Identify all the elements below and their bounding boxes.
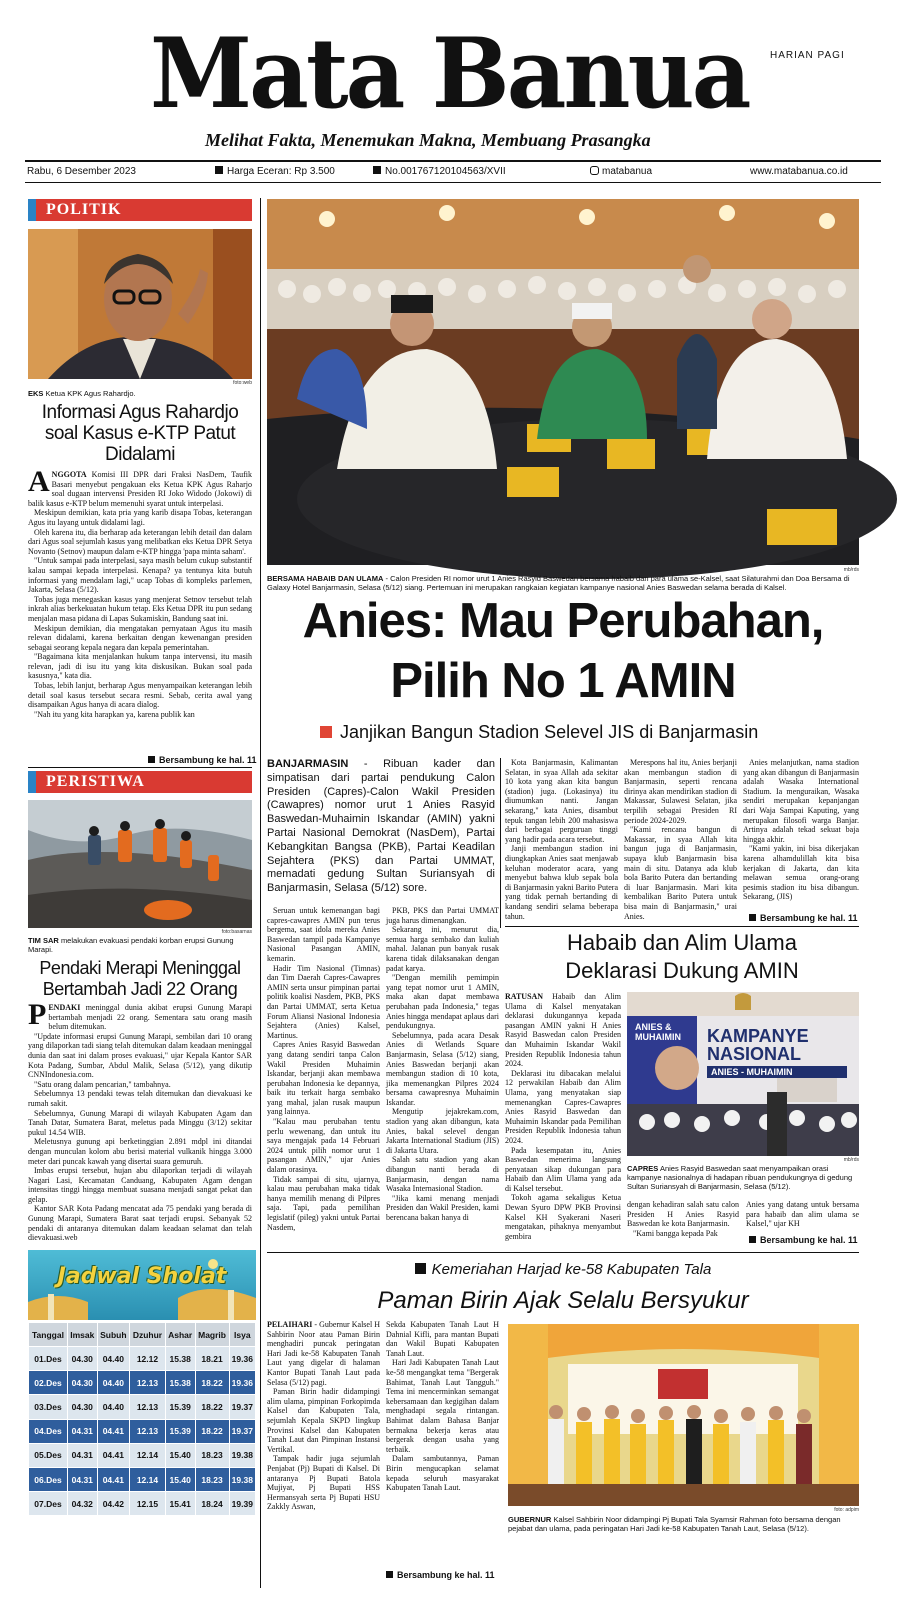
paragraph: Tobas juga menegaskan kasus yang menjerat Setnov tersebut telah inkrah alias berkekuatan hukum tetap. Eks Ketua DPR itu pun sedang menjalan masa pidana di Lapas Sukamiskin, Bandung saat ini. bbox=[28, 594, 252, 623]
time-cell: 19.36 bbox=[229, 1347, 255, 1371]
photo-credit: mb/rds bbox=[843, 567, 859, 573]
politik-headline: Informasi Agus Rahardjo soal Kasus e-KTP Patut Didalami bbox=[41, 402, 239, 465]
paragraph: "Jika kami menang menjadi Presiden dan Wakil Presiden, kami berencana bakan hanya di bbox=[386, 1193, 499, 1222]
paragraph: Sebelumnya 13 pendaki tewas telah ditemukan dan dievakuasi ke rumah sakit. bbox=[28, 1089, 252, 1108]
paragraph: Sebelumnya, Gunung Marapi di wilayah Kabupaten Agam dan Tanah Datar, Sumatera Barat, meletus pada Minggu (3/12) sekitar pukul 14.54 WIB. bbox=[28, 1108, 252, 1137]
time-cell: 04.30 bbox=[67, 1395, 97, 1419]
tala-caption bbox=[508, 1515, 859, 1533]
paragraph: Imbas erupsi tersebut, hujan abu dilaporkan terjadi di wilayah Nagari Lasi, Kecamatan Canduang, Kabupaten Agam dengan intensitas tinggi hingga membuat suasana menjadi sangat pekat dan gelap. bbox=[28, 1166, 252, 1204]
main-col-d bbox=[624, 758, 737, 930]
time-cell: 15.41 bbox=[165, 1492, 195, 1516]
column-header: Dzuhur bbox=[130, 1323, 166, 1347]
paragraph: dengan kehadiran salah satu calon Presiden H Anies Rasyid Baswedan ke kota Banjarmasin. bbox=[627, 1200, 739, 1229]
section-tab-politik bbox=[28, 199, 252, 221]
time-cell: 18.23 bbox=[195, 1467, 229, 1491]
paragraph: "Untuk sampai pada interpelasi, saya masih belum cukup substantif kalau sampai kepada interpelasi. Kenapa? ya tentunya kita butuh informasi yang mendalam lagi," ucap Tobas di kompleks parlemen, Jakarta, Selasa (5/12). bbox=[28, 556, 252, 595]
main-headline-line2: Pilih No 1 AMIN bbox=[390, 654, 736, 708]
peristiwa-headline: Pendaki Merapi Meninggal Bertambah Jadi 22 Orang bbox=[39, 958, 241, 999]
paragraph: Seruan untuk kemenangan bagi capres-cawapres AMIN pun terus bergema, saat idola mereka Anies Baswedan tampil pada Kampanye Nasional Pasangan AMIN, kemarin. bbox=[267, 906, 380, 963]
peristiwa-photo bbox=[28, 800, 252, 928]
main-col-e bbox=[743, 758, 859, 910]
habaib-col-c bbox=[746, 1200, 859, 1228]
time-cell: 04.31 bbox=[67, 1419, 97, 1443]
column-header: Magrib bbox=[195, 1323, 229, 1347]
time-cell: 12.12 bbox=[130, 1347, 166, 1371]
paragraph: Pada kesempatan itu, Anies Baswedan menerima langsung penyataan sikap dukungan para Habaib dan Alim Ulama yang ada di Kalsel tersebut. bbox=[505, 1145, 621, 1193]
paragraph: Anies yang datang untuk bersama para habaib dan alim ulama se Kalsel," ujar KH bbox=[746, 1200, 859, 1229]
instagram[interactable] bbox=[590, 166, 652, 177]
time-cell: 15.38 bbox=[165, 1371, 195, 1395]
paragraph: "Dengan memilih pemimpin yang tepat nomor urut 1 AMIN, maka akan dapat membawa perubahan pada Indonesia," tegas Anies hingga mendapat aplaus dari pendukungnya. bbox=[386, 973, 499, 1031]
caption-lead: BERSAMA HABAIB DAN ULAMA bbox=[267, 574, 384, 583]
paragraph: Habaib dan Alim Ulama di Kalsel menyatakan deklarasi dukungannya kepada pasangan AMIN yakni H Anies Rasyid Baswedan calon Presiden dan Muhaimin Iskandar Wakil Presiden Republik Indonesia tahun 2024. bbox=[505, 992, 622, 1069]
main-headline-line1: Anies: Mau Perubahan, bbox=[302, 594, 824, 648]
time-cell: 12.13 bbox=[130, 1395, 166, 1419]
tala-col-a bbox=[267, 1320, 380, 1582]
issue-number bbox=[373, 166, 506, 177]
paragraph: "Satu orang dalam pencarian," tambahnya. bbox=[34, 1079, 171, 1089]
paragraph: Tokoh agama sekaligus Ketua Dewan Syuro DPW PKB Provinsi Kalsel KH Syakerani Naseri mengatakan, pihaknya menyambut gembira bbox=[505, 1193, 621, 1241]
politik-article bbox=[28, 465, 252, 752]
time-cell: 04.41 bbox=[97, 1419, 129, 1443]
dropcap: P bbox=[28, 998, 47, 1031]
tala-headline: Paman Birin Ajak Selalu Bersyukur bbox=[377, 1287, 749, 1314]
instagram-icon bbox=[590, 166, 599, 175]
main-col-b bbox=[386, 906, 499, 1250]
paragraph: Komisi III DPR dari Fraksi NasDem, Taufik Basari menyebut pengakuan eks Ketua KPK Agus Raharjo soal dugaan intervensi Presiden RI Joko Widodo (Jokowi) di balik kasus e-KTP belum memenuhi syarat untuk interpelasi. bbox=[28, 470, 252, 508]
time-cell: 18.22 bbox=[195, 1371, 229, 1395]
time-cell: 04.31 bbox=[67, 1443, 97, 1467]
dropcap: A bbox=[28, 465, 50, 498]
habaib-headline-line2: Deklarasi Dukung AMIN bbox=[565, 958, 799, 983]
tagline: Melihat Fakta, Menemukan Makna, Membuang Prasangka bbox=[205, 130, 651, 150]
date-cell: 01.Des bbox=[29, 1347, 68, 1371]
column-header: Tanggal bbox=[29, 1323, 68, 1347]
date-cell: 05.Des bbox=[29, 1443, 68, 1467]
section-label: PERISTIWA bbox=[36, 771, 252, 793]
paragraph: Meskipun demikian, kata pria yang karib disapa Tobas, keterangan Agus itu layang untuk didalami lagi. bbox=[28, 508, 252, 527]
caption-lead: TIM SAR bbox=[28, 936, 59, 945]
paragraph: PKB, PKS dan Partai UMMAT juga harus dimenangkan. bbox=[386, 906, 499, 925]
time-cell: 19.36 bbox=[229, 1371, 255, 1395]
time-cell: 19.38 bbox=[229, 1443, 255, 1467]
continued-label: Bersambung ke hal. 11 bbox=[159, 755, 257, 765]
banner-line3: ANIES - MUHAIMIN bbox=[707, 1066, 847, 1078]
caption-lead: EKS bbox=[28, 389, 44, 398]
table-row bbox=[29, 1371, 256, 1395]
tala-continued[interactable] bbox=[386, 1570, 506, 1580]
habaib-col-b bbox=[627, 1200, 739, 1240]
photo-credit: foto:web bbox=[233, 380, 252, 386]
banner-line1: KAMPANYE bbox=[707, 1026, 809, 1046]
main-col-c bbox=[505, 758, 618, 930]
time-cell: 12.14 bbox=[130, 1467, 166, 1491]
paragraph: Hadir Tim Nasional (Timnas) dan Tim Daerah Capres-Cawapres AMIN serta unsur pimpinan partai politik koalisi Nasdem, PKB, PKS dan Partai UMMAT, serta Ketua Forum Aliansi Nasional Indonesia Sejahtera (Anies) Kalsel, Martinus. bbox=[267, 963, 380, 1040]
time-cell: 15.39 bbox=[165, 1395, 195, 1419]
paragraph: Tidak sampai di situ, ujarnya, kalau mau perubahan maka tidak hanya memilih menang di Pilpres saja. Tapi, pada pemilihan legislatif (pileg) yakni untuk Partai Nasdem, bbox=[267, 1174, 380, 1232]
time-cell: 18.22 bbox=[195, 1419, 229, 1443]
paragraph: "Kami rencana bangun di Makassar, in syaa Allah kita bangun juga di Banjarmasin, supaya klub Banjarmasin bisa main di situ. Datanya ada klub bola Barito Putera dan bertanding di luar Banjarmasin. Mari kita kembalikan Barito Putera untuk bisa main di Banjarmasin," urai Anies. bbox=[624, 825, 737, 921]
caption-text: Kalsel Sahbirin Noor didampingi Pj Bupati Tala Syamsir Rahman foto bersama dengan pejabat dan ulama, pada peringatan Hari Jadi ke-58 Kabupaten Tanah Laut, Selasa (5/12). bbox=[508, 1515, 841, 1533]
time-cell: 12.15 bbox=[130, 1492, 166, 1516]
table-row bbox=[29, 1347, 256, 1371]
paragraph: Oleh karena itu, dia berharap ada keterangan lebih detail dan dalam dari Agus soal sejumlah kasus yang melibatkan eks Ketua DPR Setya Novanto (Setnov) maupun dalam e-KTP hingga 'papa minta saham'. bbox=[28, 527, 252, 556]
continued-label: Bersambung ke hal. 11 bbox=[760, 913, 858, 923]
time-cell: 15.40 bbox=[165, 1467, 195, 1491]
time-cell: 04.40 bbox=[97, 1347, 129, 1371]
time-cell: 12.14 bbox=[130, 1443, 166, 1467]
section-tab-peristiwa bbox=[28, 771, 252, 793]
time-cell: 04.30 bbox=[67, 1371, 97, 1395]
table-row bbox=[29, 1467, 256, 1491]
prayer-title: Jadwal Sholat bbox=[57, 1264, 227, 1289]
time-cell: 04.41 bbox=[97, 1443, 129, 1467]
paragraph: Deklarasi itu dibacakan melalui 12 perwakilan Habaib dan Alim Ulama, yang menyatakan siap memenangkan Capres-Cawapres Anies Rasyid Baswedan dan Muhaimin Iskandar pada Pemilihan Presiden Republik Indonesia tahun 2024. bbox=[505, 1068, 621, 1145]
masthead bbox=[0, 0, 904, 190]
edition-label: HARIAN PAGI bbox=[770, 50, 845, 61]
paragraph: Kota Banjarmasin, Kalimantan Selatan, in syaa Allah ada sekitar 10 kota yang akan kita bangun (stadion) juga. (Lokasinya) itu diumumkan nanti. Jangan sekarang," kata Anies, disambut tepuk tangan lebih 200 mahasiswa dari berbagai perguruan tinggi yang hadir pada acara tersebut. bbox=[505, 758, 618, 844]
habaib-continued[interactable] bbox=[749, 1235, 861, 1245]
main-lead bbox=[267, 758, 495, 896]
time-cell: 19.37 bbox=[229, 1419, 255, 1443]
time-cell: 19.38 bbox=[229, 1467, 255, 1491]
paragraph: Janji membangun stadion ini diungkapkan Anies saat menjawab keluhan moderator acara, yang menyebut bahwa klub sepak bola di Banjarmasin yakni Barito Putera yang tidak pernah bertanding di kandang sendiri selama beberapa tahun. bbox=[505, 844, 618, 921]
date-cell: 07.Des bbox=[29, 1492, 68, 1516]
price-label: Harga Eceran: Rp 3.500 bbox=[227, 166, 335, 177]
time-cell: 04.31 bbox=[67, 1467, 97, 1491]
paragraph: "Kami yakin, ini bisa dikerjakan karena alhamdulillah kita bisa kerjakan di Jakarta, dan kita melawan semua orang-orang pesimis stadion itu bisa dibangun. Sekarang, (JIS) bbox=[743, 844, 859, 902]
paragraph: Paman Birin hadir didampingi alim ulama, pimpinan Forkopimda Kalsel dan Kabupaten Tala, sejumlah Kepala SKPD lingkup Provinsi Kalsel dan Kabupaten Tanah Laut dan Pimpinan Instansi Vertikal. bbox=[267, 1387, 380, 1454]
politik-photo bbox=[28, 229, 252, 379]
habaib-caption bbox=[627, 1164, 859, 1191]
politik-caption bbox=[28, 389, 252, 398]
price bbox=[215, 166, 335, 177]
caption-lead: GUBERNUR bbox=[508, 1515, 552, 1524]
main-photo bbox=[267, 199, 859, 565]
caption-text: melakukan evakuasi pendaki korban erupsi Gunung Marapi. bbox=[28, 936, 234, 954]
paragraph: Hari Jadi Kabupaten Tanah Laut ke-58 mengangkat tema "Bergerak Bahimat, Tanah Laut Tangguh." Tema ini mencerminkan semangat kebersamaan dan kegigihan dalam menghadapi segala rintangan. Bahimat dalam Bahasa Banjar bermakna bekerja keras atau bergerak dengan usaha yang terbaik. bbox=[386, 1358, 499, 1454]
paragraph: Capres Anies Rasyid Baswedan yang datang sendiri tanpa Calon Wakil Presiden Muhaimin Iskandar, berjanji akan membawa perubahan Indonesia ke depannya, baik itu terkait harga sembako yang mahal, jalan rusak maupun yang lainnya. bbox=[267, 1040, 380, 1117]
paragraph: "Nah itu yang kita harapkan ya, karena publik kan bbox=[34, 709, 195, 719]
main-col-a bbox=[267, 906, 380, 1250]
caption-text: - Calon Presiden RI nomor urut 1 Anies Rasyid Baswedan bersama habaib dan para ulama se-Kalsel, saat Silaturahmi dan Doa Bersama di Galaxy Hotel Banjarmasin, Selasa (5/12) siang. Pertemuan ini merupakan rangkaian kegiatan kampanye nasional Anies Baswedan selama berada di Kalsel. bbox=[267, 574, 850, 592]
time-cell: 04.32 bbox=[67, 1492, 97, 1516]
time-cell: 18.22 bbox=[195, 1395, 229, 1419]
tala-photo bbox=[508, 1324, 859, 1506]
main-continued[interactable] bbox=[749, 913, 861, 923]
paragraph: "Kami bangga kepada Pak bbox=[633, 1228, 718, 1238]
subhead-text: Janjikan Bangun Stadion Selevel JIS di Banjarmasin bbox=[340, 722, 759, 742]
main-caption bbox=[267, 574, 859, 592]
caption-text: Ketua KPK Agus Rahardjo. bbox=[45, 389, 136, 398]
paragraph: - Gubernur Kalsel H Sahbirin Noor atau Paman Birin menghadiri puncak peringatan Hari Jadi ke-58 Kabupaten Tanah Laut yang digelar di halaman Kantor Bupati Tanah Laut pada Selasa (5/12) pagi. bbox=[267, 1320, 380, 1387]
paragraph: Tobas, lebih lanjut, berharap Agus menyampaikan keterangan lebih detail soal kasus tersebut secara resmi. Sebab, cerita awal yang disampaikan Agus hanya di acara dialog. bbox=[28, 681, 252, 710]
paragraph: Salah satu stadion yang akan dibangun nanti berada di Banjarmasin, dengan nama Wasaka Internasional Stadion. bbox=[386, 1155, 499, 1194]
paragraph: Anies melanjutkan, nama stadion yang akan dibangun di Banjarmasin adalah Wasaka International Stadium. Ia menguraikan, Wasaka sendiri merupakan kepanjangan dari Waja Sampai Kaputing, yang merupakan filosofi warga Banjar. Artinya adalah tekad sekuat baja hingga akhir. bbox=[743, 758, 859, 844]
time-cell: 19.37 bbox=[229, 1395, 255, 1419]
table-row bbox=[29, 1419, 256, 1443]
date-cell: 03.Des bbox=[29, 1395, 68, 1419]
kicker-text: Kemeriahan Harjad ke-58 Kabupaten Tala bbox=[431, 1261, 712, 1278]
lead-word: NGGOTA bbox=[51, 470, 87, 479]
paragraph: "Kalau mau perubahan tentu perlu wewenang, dan untuk itu saya mengajak pada 14 Februari 2024 untuk pilih nomor urut 1 pasangan AMIN," ujar Anies dalam orasinya. bbox=[267, 1117, 380, 1175]
table-row bbox=[29, 1395, 256, 1419]
instagram-handle: matabanua bbox=[602, 166, 653, 177]
date-cell: 06.Des bbox=[29, 1467, 68, 1491]
tala-col-b bbox=[386, 1320, 499, 1520]
column-header: Subuh bbox=[97, 1323, 129, 1347]
section-label: POLITIK bbox=[36, 199, 252, 221]
time-cell: 12.13 bbox=[130, 1419, 166, 1443]
time-cell: 12.13 bbox=[130, 1371, 166, 1395]
time-cell: 04.40 bbox=[97, 1395, 129, 1419]
paragraph: Sekarang ini, menurut dia, semua harga sembako dan kuliah mahal. Jalanan pun banyak rusak karena tidak dilaksanakan dengan padat karya. bbox=[386, 925, 499, 973]
continued-label: Bersambung ke hal. 11 bbox=[760, 1235, 858, 1245]
photo-credit: mb/rds bbox=[843, 1157, 859, 1163]
time-cell: 18.24 bbox=[195, 1492, 229, 1516]
photo-credit: foto:basarnas bbox=[221, 929, 252, 935]
website[interactable]: www.matabanua.co.id bbox=[750, 166, 848, 177]
prayer-banner bbox=[28, 1250, 256, 1320]
paragraph: Meskipun demikian, dia mengatakan pernyataan Agus itu masih relevan didalami, karena berkaitan dengan kewenangan presiden sebagai seorang kepala negara dan kepala pemerintahan. bbox=[28, 623, 252, 652]
time-cell: 15.38 bbox=[165, 1347, 195, 1371]
paragraph: "Bagaimana kita menjalankan hukum tanpa intervensi, itu masih relevan, jadi di isu itu yang kita diskusikan. Bukan soal pada kasusnya," kata dia. bbox=[28, 652, 252, 681]
lead-city: BANJARMASIN bbox=[267, 758, 349, 770]
column-header: Ashar bbox=[165, 1323, 195, 1347]
paragraph: Meletusnya gunung api berketinggian 2.891 mdpl ini ditandai dengan munculan kolom abu berisi material vulkanik hingga 3.000 meter dari puncak kawah yang disertai suara gemuruh. bbox=[28, 1137, 252, 1166]
banner-line2: NASIONAL bbox=[707, 1044, 801, 1064]
habaib-col-a bbox=[505, 992, 621, 1244]
masthead-title: Mata Banua bbox=[150, 17, 749, 130]
paragraph: "Update informasi erupsi Gunung Marapi, sembilan dari 10 orang yang dilaporkan tadi siang telah ditemukan dalam keadaan meninggal dunia dan saat ini dalam proses evakuasi," ujar Kepala Kantor SAR Kota Padang, Sumbar, Abdul Malik, Selasa (5/12), yang dikutip CNNIndonesia.com. bbox=[28, 1031, 252, 1080]
tala-kicker bbox=[267, 1261, 859, 1278]
banner-tag: ANIES & MUHAIMIN bbox=[635, 1022, 681, 1042]
habaib-headline-line1: Habaib dan Alim Ulama bbox=[567, 930, 797, 955]
time-cell: 04.40 bbox=[97, 1371, 129, 1395]
peristiwa-caption bbox=[28, 936, 252, 954]
lead-word: RATUSAN bbox=[505, 992, 544, 1001]
prayer-table bbox=[28, 1322, 256, 1516]
prayer-schedule bbox=[28, 1250, 256, 1584]
time-cell: 15.40 bbox=[165, 1443, 195, 1467]
photo-credit: foto: adpim bbox=[834, 1507, 859, 1513]
date-cell: 04.Des bbox=[29, 1419, 68, 1443]
caption-text: Anies Rasyid Baswedan saat menyampaikan orasi kampanye nasionalnya di hadapan ribuan pendukungnya di gedung Sultan Suriansyah di Banjarmasin, Selasa (5/12). bbox=[627, 1164, 853, 1191]
table-row bbox=[29, 1443, 256, 1467]
issue-number-label: No.001767120104563/XVII bbox=[385, 166, 506, 177]
time-cell: 19.39 bbox=[229, 1492, 255, 1516]
column-header: Imsak bbox=[67, 1323, 97, 1347]
paragraph: Sekda Kabupaten Tanah Laut H Dahnial Kifli, para mantan Bupati dan Wakil Bupati Kabupaten Tanah Laut. bbox=[386, 1320, 499, 1358]
paragraph: Tampak hadir juga sejumlah Penjabat (Pj) Bupati di Kalsel. Di antaranya Pj Bupati Batola Mujiyat, Pj Bupati HSS Hermansyah serta Pj Bupati HSU Zakkly Aswan, bbox=[267, 1454, 380, 1512]
continued-label: Bersambung ke hal. 11 bbox=[397, 1570, 495, 1580]
paragraph: Mengutip jejakrekam.com, stadion yang akan dibangun, kata Anies, bakal selevel dengan Jakarta International Stadium (JIS) di Jakarta Utara. bbox=[386, 1107, 499, 1155]
lead-city: PELAIHARI bbox=[267, 1320, 313, 1329]
time-cell: 04.41 bbox=[97, 1467, 129, 1491]
paragraph: Sebelumnya, pada acara Desak Anies di Wetlands Square Banjarmasin, Selasa (5/12) siang, Anies Baswedan berjanji akan membangun stadion di 10 kota, jika memenangkan Pilpres 2024 bersama cawapresnya Muhaimin Iskandar. bbox=[386, 1030, 499, 1107]
table-row bbox=[29, 1492, 256, 1516]
date-cell: 02.Des bbox=[29, 1371, 68, 1395]
time-cell: 15.39 bbox=[165, 1419, 195, 1443]
time-cell: 18.23 bbox=[195, 1443, 229, 1467]
main-subhead bbox=[320, 722, 860, 743]
paragraph: meninggal dunia akibat erupsi Gunung Marapi bertambah menjadi 22 orang. Sementara satu orang masih belum ditemukan. bbox=[48, 1003, 252, 1032]
paragraph: Merespons hal itu, Anies berjanji akan membangun stadion di Banjarmasin, seperti rencana dirinya akan mendirikan stadion di Makassar, Sulawesi Selatan, jika terpilih sebagai Presiden RI periode 2024-2029. bbox=[624, 758, 737, 825]
politik-continued[interactable] bbox=[148, 755, 258, 765]
paragraph: Dalam sambutannya, Paman Birin mengucapkan selamat kepada seluruh masyarakat Kabupaten Tanah Laut. bbox=[386, 1454, 499, 1493]
column-header: Isya bbox=[229, 1323, 255, 1347]
time-cell: 04.42 bbox=[97, 1492, 129, 1516]
peristiwa-article bbox=[28, 998, 252, 1243]
lead-word: ENDAKI bbox=[48, 1003, 81, 1012]
habaib-photo bbox=[627, 992, 859, 1156]
issue-date: Rabu, 6 Desember 2023 bbox=[27, 166, 136, 177]
time-cell: 04.30 bbox=[67, 1347, 97, 1371]
paragraph: Kantor SAR Kota Padang mencatat ada 75 pendaki yang berada di Gunung Marapi, Sumatera Barat saat terjadi erupsi. Sebanyak 52 pendaki di antaranya ditemukan dalam keadaan selamat dan telah dievakuasi.web bbox=[28, 1204, 252, 1243]
caption-lead: CAPRES bbox=[627, 1164, 659, 1173]
lead-text: - Ribuan kader dan simpatisan dari partai pendukung Calon Presiden (Capres)-Calon Wakil Presiden (Cawapres) nomor urut 1 Anies Rasyid Baswedan-Muhaimin Iskandar (AMIN) yakni Partai Nasional Demokrat (NasDem), Partai Kebangkitan Bangsa (PKB), Partai Keadilan Sejahtera (PKS) dan Partai UMMAT, memadati gedung Sultan Suriansyah di Banjarmasin, Selasa (5/12) sore. bbox=[267, 758, 496, 895]
time-cell: 18.21 bbox=[195, 1347, 229, 1371]
